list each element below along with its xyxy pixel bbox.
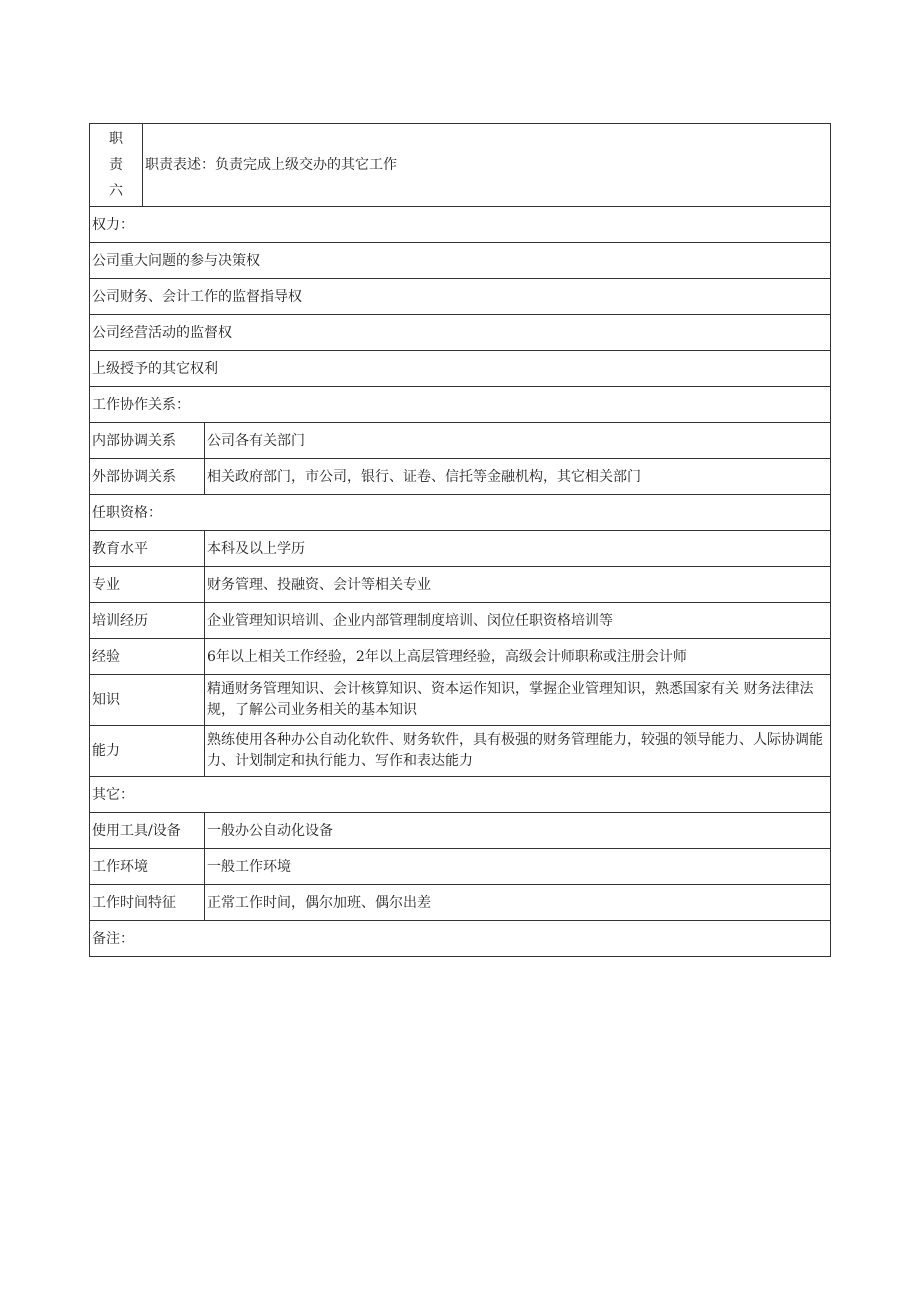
relation-row [90,423,831,459]
other-label: 使用工具/设备 [90,813,205,849]
relation-label: 外部协调关系 [90,459,205,495]
relation-label: 内部协调关系 [90,423,205,459]
qualification-label: 专业 [90,567,205,603]
power-item: 公司财务、会计工作的监督指导权 [90,279,831,315]
notes-header: 备注： [90,921,831,957]
qualification-row [90,603,831,639]
qualification-row [90,567,831,603]
relation-value: 公司各有关部门 [205,423,831,459]
job-description-table [89,123,831,957]
powers-header: 权力： [90,207,831,243]
qualification-row [90,531,831,567]
qualification-label: 能力 [90,726,205,777]
other-value: 一般办公自动化设备 [205,813,831,849]
other-row [90,885,831,921]
qualification-row [90,639,831,675]
qualification-value: 企业管理知识培训、企业内部管理制度培训、闵位任职资格培训等 [205,603,831,639]
relations-header: 工作协作关系： [90,387,831,423]
qualification-label: 知识 [90,675,205,726]
qualification-label: 经验 [90,639,205,675]
duty-label-char: 责 [109,157,123,173]
other-row [90,813,831,849]
other-header: 其它： [90,777,831,813]
power-item: 上级授予的其它权利 [90,351,831,387]
other-value: 一般工作环境 [205,849,831,885]
relation-value: 相关政府部门，市公司，银行、证卷、信托等金融机构，其它相关部门 [205,459,831,495]
duty-six-description: 职责表述：负责完成上级交办的其它工作 [143,124,831,207]
power-item: 公司重大问题的参与决策权 [90,243,831,279]
duty-six-label [90,124,143,207]
qualification-label: 教育水平 [90,531,205,567]
duty-label-char: 职 [109,131,123,147]
qualification-value: 6年以上相关工作经验，2年以上高层管理经验，高级会计师职称或注册会计师 [205,639,831,675]
qualification-label: 培训经历 [90,603,205,639]
qualification-value: 财务管理、投融资、会计等相关专业 [205,567,831,603]
other-label: 工作环境 [90,849,205,885]
relation-row [90,459,831,495]
other-value: 正常工作时间，偶尔加班、偶尔出差 [205,885,831,921]
other-label: 工作时间特征 [90,885,205,921]
qualification-value: 本科及以上学历 [205,531,831,567]
duty-six-row [90,124,831,207]
qualifications-header: 任职资格： [90,495,831,531]
power-item: 公司经营活动的监督权 [90,315,831,351]
qualification-row [90,675,831,726]
other-row [90,849,831,885]
qualification-value: 熟练使用各种办公自动化软件、财务软件，具有极强的财务管理能力，较强的领导能力、人际协调能力、计划制定和执行能力、写作和表达能力 [205,726,831,777]
qualification-row [90,726,831,777]
duty-label-char: 六 [109,183,123,199]
qualification-value: 精通财务管理知识、会计核算知识、资本运作知识，掌握企业管理知识，熟悉国家有关 财务法律法规，了解公司业务相关的基本知识 [205,675,831,726]
